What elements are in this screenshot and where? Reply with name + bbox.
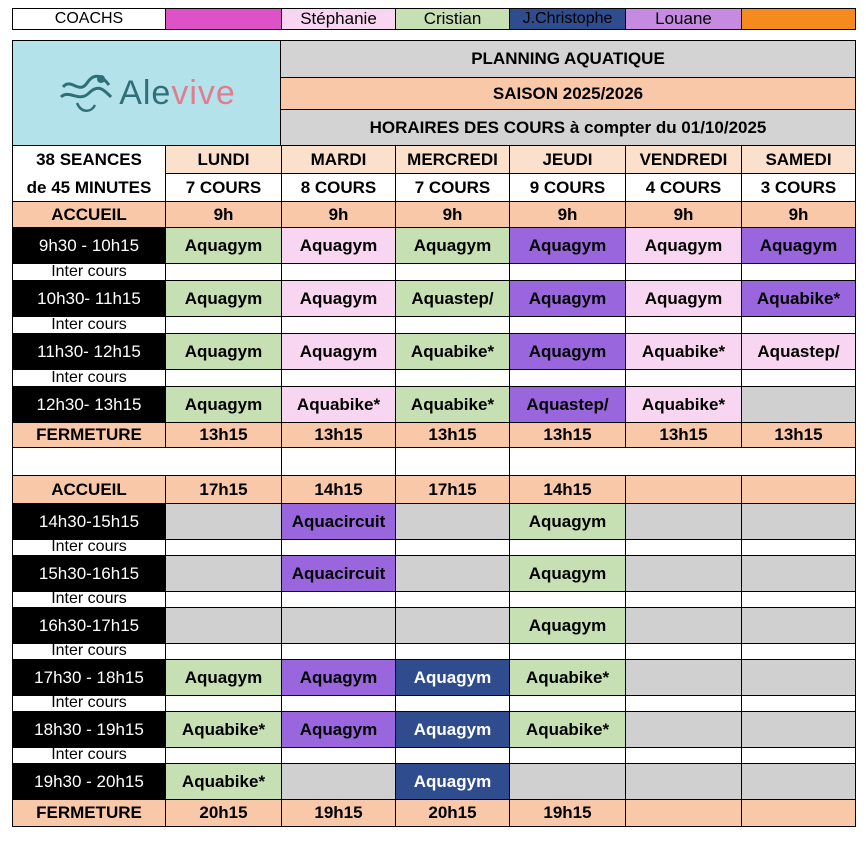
class-cell: Aquagym — [510, 334, 626, 370]
day-course-count: 9 COURS — [510, 174, 626, 202]
inter-blank — [396, 264, 510, 281]
class-cell — [282, 608, 396, 644]
class-cell: Aquagym — [510, 504, 626, 540]
class-cell — [742, 712, 856, 748]
accueil-time — [626, 476, 742, 504]
accueil-time: 9h — [510, 202, 626, 228]
class-cell: Aquabike* — [282, 387, 396, 423]
fermeture-label: FERMETURE — [12, 800, 166, 827]
day-header: VENDREDI — [626, 146, 742, 174]
fermeture-time: 13h15 — [282, 423, 396, 448]
class-cell — [742, 764, 856, 800]
inter-blank — [282, 317, 396, 334]
class-cell: Aquabike* — [626, 387, 742, 423]
inter-blank — [282, 592, 396, 608]
time-slot: 17h30 - 18h15 — [12, 660, 166, 696]
class-cell: Aquabike* — [166, 712, 282, 748]
inter-cours: Inter cours — [12, 644, 166, 660]
fermeture-time — [626, 800, 742, 827]
inter-blank — [396, 644, 510, 660]
accueil-time: 9h — [166, 202, 282, 228]
class-cell: Aquagym — [396, 660, 510, 696]
inter-cours: Inter cours — [12, 264, 166, 281]
class-cell: Aquagym — [626, 281, 742, 317]
inter-blank — [626, 370, 742, 387]
class-cell: Aquagym — [282, 334, 396, 370]
day-course-count: 8 COURS — [282, 174, 396, 202]
inter-blank — [282, 696, 396, 712]
coach-jchristophe: J.Christophe — [510, 8, 626, 30]
fermeture-time: 13h15 — [396, 423, 510, 448]
class-cell: Aquagym — [282, 712, 396, 748]
class-cell: Aquagym — [510, 556, 626, 592]
season: SAISON 2025/2026 — [280, 78, 856, 110]
class-cell: Aquastep/ — [396, 281, 510, 317]
class-cell: Aquastep/ — [742, 334, 856, 370]
inter-blank — [282, 540, 396, 556]
inter-blank — [282, 748, 396, 764]
time-slot: 19h30 - 20h15 — [12, 764, 166, 800]
coach-stephanie: Stéphanie — [282, 8, 396, 30]
inter-cours: Inter cours — [12, 540, 166, 556]
inter-blank — [282, 644, 396, 660]
class-cell — [396, 504, 510, 540]
time-slot: 18h30 - 19h15 — [12, 712, 166, 748]
class-cell: Aquabike* — [626, 334, 742, 370]
class-cell: Aquagym — [282, 660, 396, 696]
class-cell: Aquabike* — [396, 387, 510, 423]
fermeture-label: FERMETURE — [12, 423, 166, 448]
day-course-count: 3 COURS — [742, 174, 856, 202]
fermeture-time: 13h15 — [166, 423, 282, 448]
class-cell: Aquabike* — [166, 764, 282, 800]
class-cell — [166, 504, 282, 540]
spacer-cell — [12, 448, 282, 476]
accueil-time: 14h15 — [510, 476, 626, 504]
inter-blank — [742, 748, 856, 764]
inter-blank — [166, 592, 282, 608]
fermeture-time: 13h15 — [510, 423, 626, 448]
fermeture-time — [742, 800, 856, 827]
inter-blank — [396, 748, 510, 764]
accueil-time: 14h15 — [282, 476, 396, 504]
class-cell — [742, 660, 856, 696]
day-header: SAMEDI — [742, 146, 856, 174]
inter-blank — [510, 370, 626, 387]
spacer-cell — [396, 448, 510, 476]
day-course-count: 7 COURS — [166, 174, 282, 202]
class-cell: Aquabike* — [396, 334, 510, 370]
class-cell — [166, 556, 282, 592]
seances-duration: de 45 MINUTES — [12, 174, 166, 202]
inter-cours: Inter cours — [12, 370, 166, 387]
class-cell — [626, 712, 742, 748]
inter-cours: Inter cours — [12, 317, 166, 334]
time-slot: 15h30-16h15 — [12, 556, 166, 592]
inter-blank — [510, 264, 626, 281]
inter-blank — [742, 644, 856, 660]
coach-louane: Louane — [626, 8, 742, 30]
accueil-time: 9h — [282, 202, 396, 228]
coach-color-swatch — [166, 8, 282, 30]
accueil-time: 9h — [396, 202, 510, 228]
class-cell — [282, 764, 396, 800]
coach-cristian: Cristian — [396, 8, 510, 30]
inter-blank — [742, 540, 856, 556]
inter-blank — [510, 592, 626, 608]
fermeture-time: 19h15 — [282, 800, 396, 827]
inter-blank — [626, 540, 742, 556]
time-slot: 11h30- 12h15 — [12, 334, 166, 370]
class-cell — [626, 660, 742, 696]
inter-blank — [396, 696, 510, 712]
spacer-cell — [282, 448, 396, 476]
inter-blank — [626, 748, 742, 764]
horaires: HORAIRES DES COURS à compter du 01/10/2025 — [280, 110, 856, 146]
inter-blank — [510, 540, 626, 556]
inter-blank — [396, 592, 510, 608]
time-slot: 16h30-17h15 — [12, 608, 166, 644]
inter-blank — [166, 696, 282, 712]
inter-blank — [166, 370, 282, 387]
inter-blank — [626, 317, 742, 334]
accueil-time: 17h15 — [396, 476, 510, 504]
class-cell: Aquagym — [166, 334, 282, 370]
class-cell: Aquagym — [510, 228, 626, 264]
class-cell: Aquagym — [166, 228, 282, 264]
class-cell: Aquagym — [510, 608, 626, 644]
class-cell: Aquastep/ — [510, 387, 626, 423]
accueil-label: ACCUEIL — [12, 476, 166, 504]
page-title: PLANNING AQUATIQUE — [280, 40, 856, 78]
inter-blank — [166, 317, 282, 334]
inter-blank — [510, 644, 626, 660]
class-cell — [626, 608, 742, 644]
inter-cours: Inter cours — [12, 592, 166, 608]
inter-blank — [742, 370, 856, 387]
fermeture-time: 20h15 — [396, 800, 510, 827]
inter-cours: Inter cours — [12, 748, 166, 764]
inter-blank — [742, 264, 856, 281]
class-cell: Aquagym — [396, 764, 510, 800]
class-cell — [396, 556, 510, 592]
inter-blank — [166, 540, 282, 556]
brand-part-1: Ale — [119, 73, 172, 112]
inter-blank — [626, 696, 742, 712]
class-cell: Aquabike* — [742, 281, 856, 317]
time-slot: 10h30- 11h15 — [12, 281, 166, 317]
class-cell: Aquagym — [396, 228, 510, 264]
inter-blank — [282, 264, 396, 281]
day-course-count: 4 COURS — [626, 174, 742, 202]
inter-blank — [510, 317, 626, 334]
class-cell: Aquagym — [396, 712, 510, 748]
inter-cours: Inter cours — [12, 696, 166, 712]
time-slot: 9h30 - 10h15 — [12, 228, 166, 264]
class-cell: Aquagym — [626, 228, 742, 264]
class-cell — [742, 608, 856, 644]
class-cell: Aquabike* — [510, 712, 626, 748]
class-cell: Aquabike* — [510, 660, 626, 696]
class-cell — [626, 504, 742, 540]
class-cell: Aquagym — [282, 281, 396, 317]
inter-blank — [742, 592, 856, 608]
class-cell — [626, 556, 742, 592]
inter-blank — [396, 540, 510, 556]
inter-blank — [742, 317, 856, 334]
inter-blank — [626, 592, 742, 608]
inter-blank — [166, 264, 282, 281]
fermeture-time: 19h15 — [510, 800, 626, 827]
spacer-cell — [510, 448, 856, 476]
class-cell: Aquagym — [282, 228, 396, 264]
class-cell — [166, 608, 282, 644]
time-slot: 12h30- 13h15 — [12, 387, 166, 423]
class-cell — [510, 764, 626, 800]
inter-blank — [396, 317, 510, 334]
inter-blank — [510, 748, 626, 764]
accueil-time: 9h — [626, 202, 742, 228]
day-header: LUNDI — [166, 146, 282, 174]
inter-blank — [166, 644, 282, 660]
time-slot: 14h30-15h15 — [12, 504, 166, 540]
class-cell — [742, 556, 856, 592]
inter-blank — [510, 696, 626, 712]
swimmer-logo-icon — [57, 69, 115, 117]
coachs-label: COACHS — [12, 8, 166, 30]
class-cell — [742, 504, 856, 540]
accueil-time: 9h — [742, 202, 856, 228]
class-cell — [742, 387, 856, 423]
accueil-time — [742, 476, 856, 504]
day-header: MARDI — [282, 146, 396, 174]
day-course-count: 7 COURS — [396, 174, 510, 202]
fermeture-time: 20h15 — [166, 800, 282, 827]
day-header: MERCREDI — [396, 146, 510, 174]
fermeture-time: 13h15 — [742, 423, 856, 448]
inter-blank — [742, 696, 856, 712]
inter-blank — [626, 264, 742, 281]
class-cell: Aquagym — [510, 281, 626, 317]
class-cell — [396, 608, 510, 644]
class-cell: Aquagym — [166, 387, 282, 423]
class-cell: Aquagym — [166, 281, 282, 317]
logo — [12, 40, 280, 146]
seances-count: 38 SEANCES — [12, 146, 166, 174]
inter-blank — [166, 748, 282, 764]
coach-color-swatch — [742, 8, 856, 30]
class-cell: Aquacircuit — [282, 556, 396, 592]
class-cell: Aquagym — [166, 660, 282, 696]
brand-name — [119, 74, 236, 113]
class-cell: Aquagym — [742, 228, 856, 264]
inter-blank — [282, 370, 396, 387]
day-header: JEUDI — [510, 146, 626, 174]
accueil-label: ACCUEIL — [12, 202, 166, 228]
class-cell — [626, 764, 742, 800]
class-cell: Aquacircuit — [282, 504, 396, 540]
accueil-time: 17h15 — [166, 476, 282, 504]
brand-part-2: vive — [171, 73, 236, 112]
fermeture-time: 13h15 — [626, 423, 742, 448]
inter-blank — [626, 644, 742, 660]
inter-blank — [396, 370, 510, 387]
